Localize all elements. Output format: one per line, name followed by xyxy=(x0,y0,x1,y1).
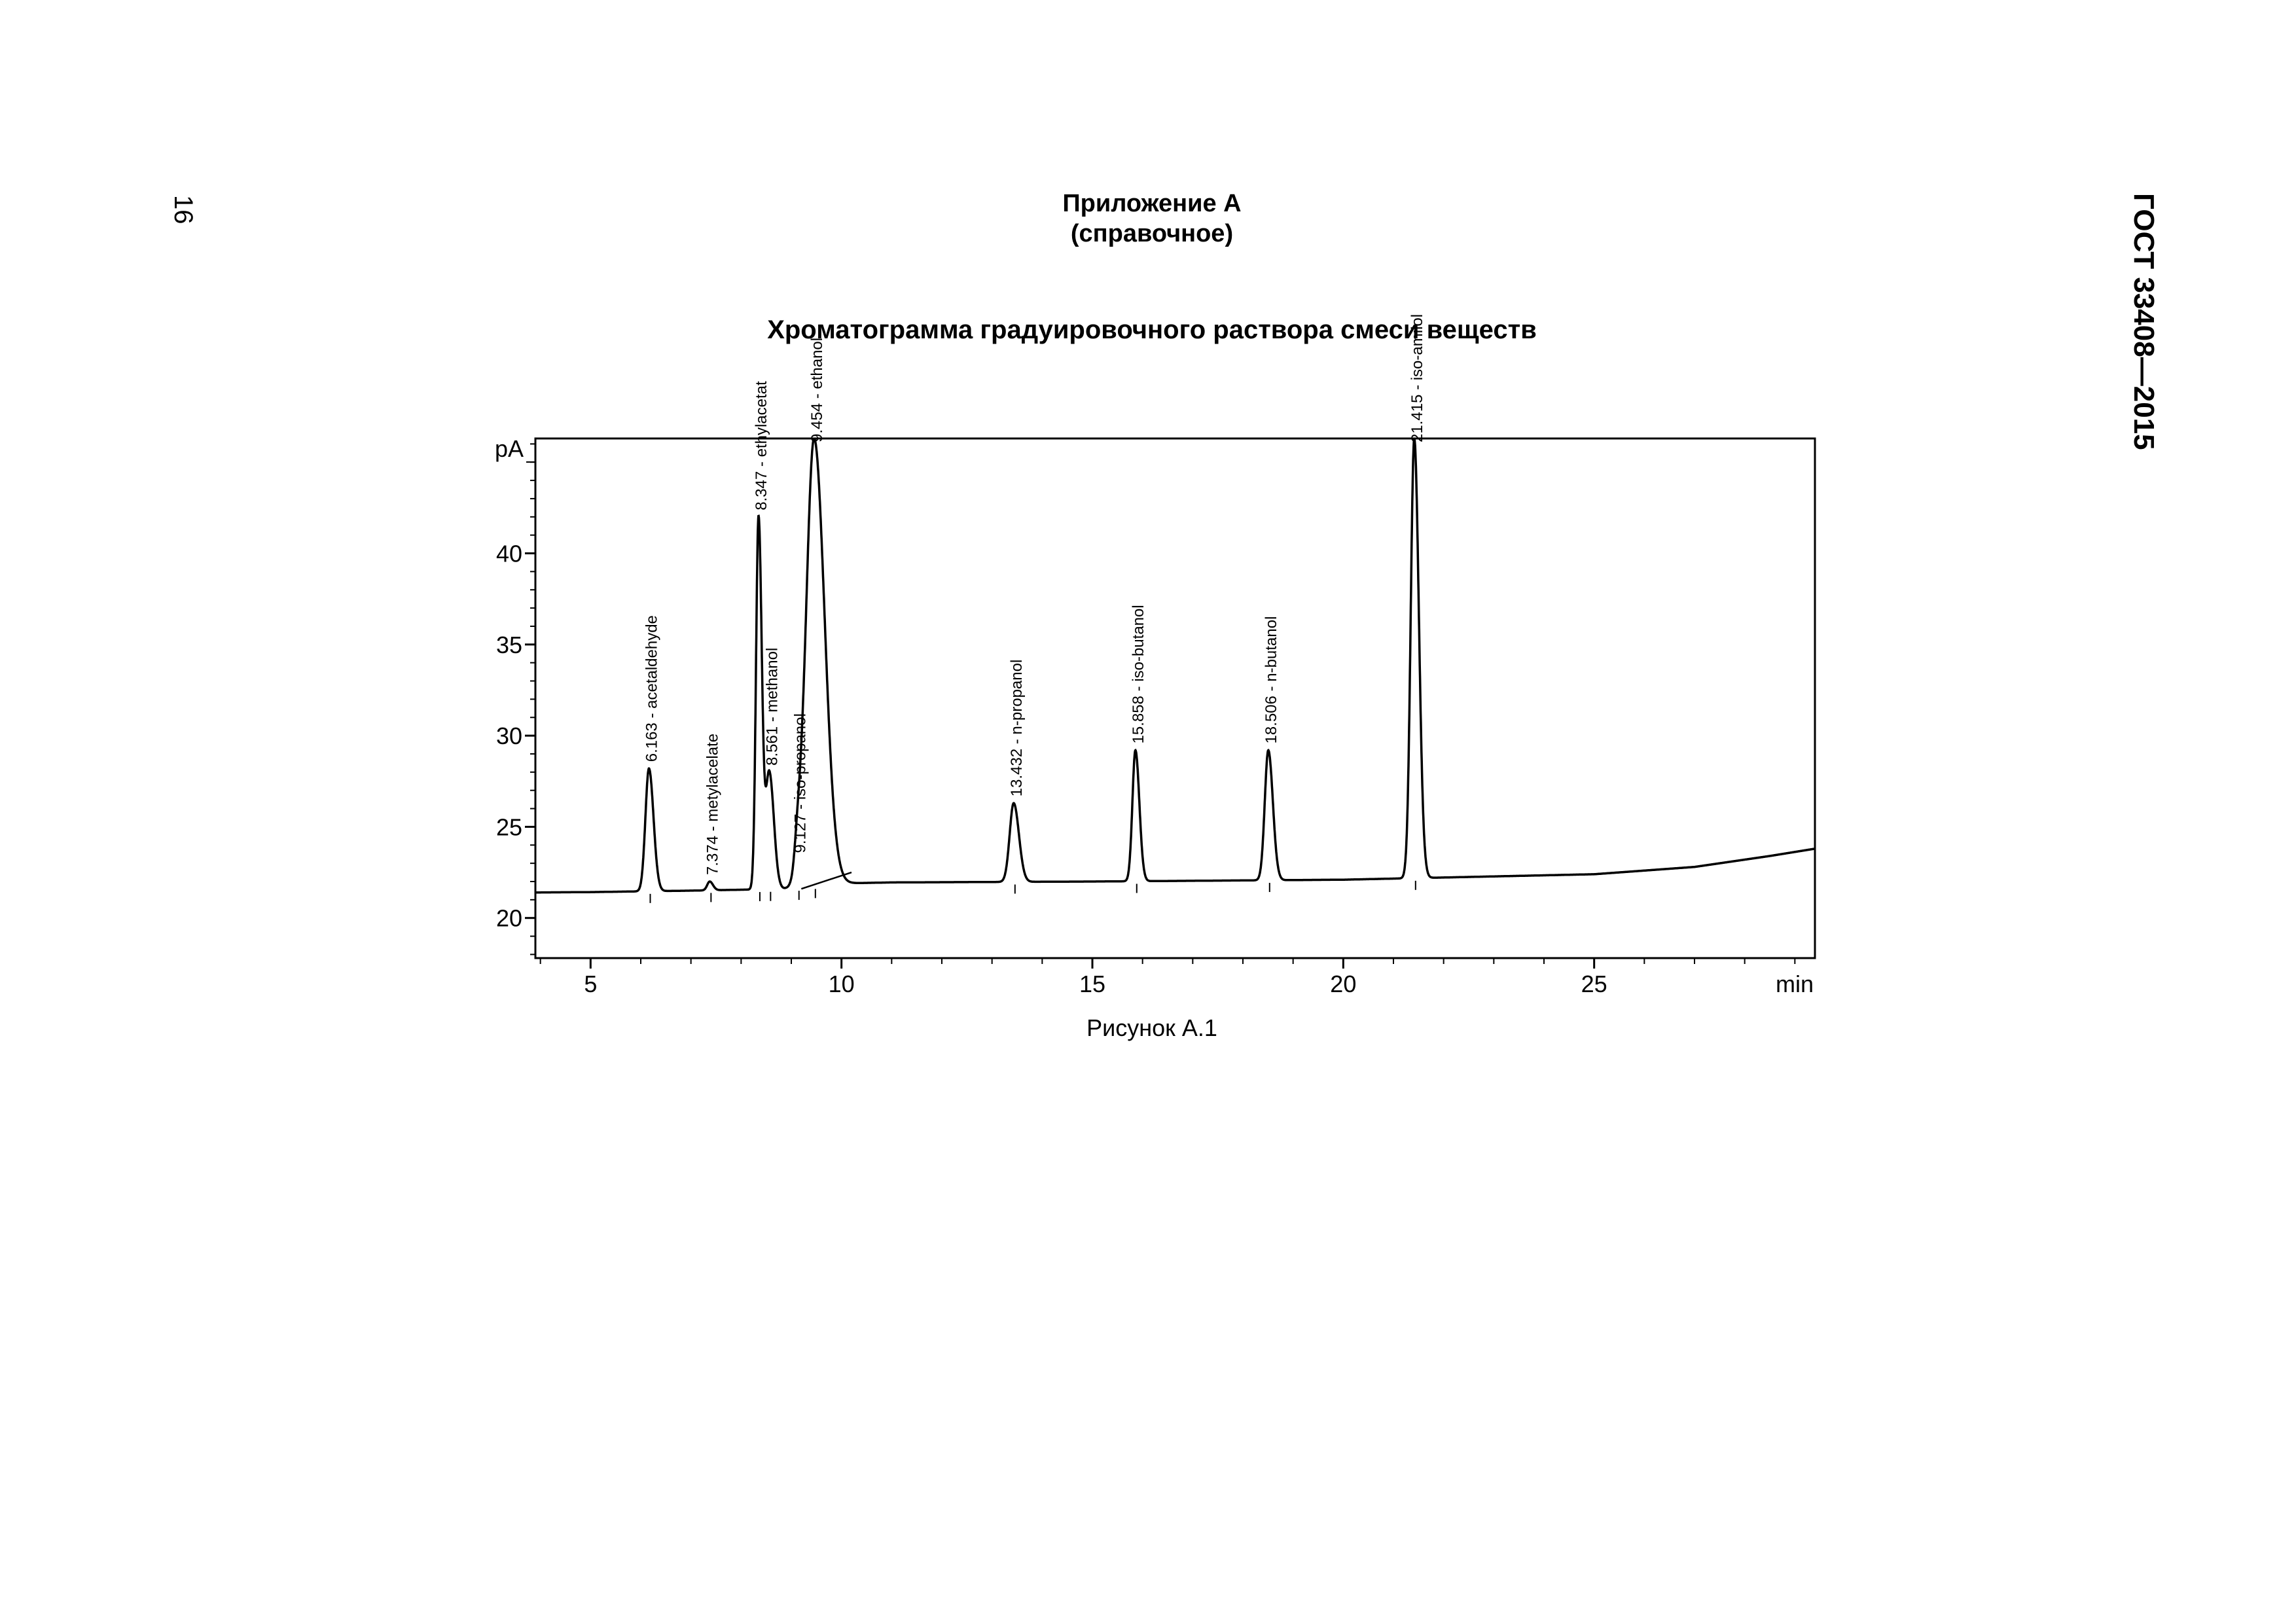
y-tick-label: 35 xyxy=(495,631,522,658)
peak-label-ethylacetat: 8.347 - ethylacetat xyxy=(752,381,770,510)
peak-label-n-propanol: 13.432 - n-propanol xyxy=(1007,659,1026,797)
peak-label-ethanol: 9.454 - ethanol xyxy=(808,337,826,442)
y-tick-label: 40 xyxy=(495,540,522,567)
page-number: 16 xyxy=(169,195,198,224)
peak-label-methanol: 8.561 - methanol xyxy=(763,647,781,766)
integration-baseline xyxy=(801,872,852,889)
peak-label-acetaldehyde: 6.163 - acetaldehyde xyxy=(643,615,661,762)
peak-label-iso-amilol: 21.415 - iso-amilol xyxy=(1408,313,1426,442)
y-tick-label: 20 xyxy=(495,904,522,932)
peak-label-metylacelate: 7.374 - metylacelate xyxy=(704,733,722,875)
peak-label-n-butanol: 18.506 - n-butanol xyxy=(1262,616,1280,744)
x-tick-label: 10 xyxy=(828,971,855,997)
y-axis-label: pA xyxy=(495,435,524,462)
appendix-subtitle: (справочное) xyxy=(1070,220,1234,247)
figure-caption: Рисунок А.1 xyxy=(1086,1014,1217,1041)
x-tick-label: 25 xyxy=(1581,971,1607,997)
standard-id: ГОСТ 33408—2015 xyxy=(2128,193,2160,450)
signal-trace xyxy=(535,438,1815,893)
x-tick-label: 15 xyxy=(1079,971,1106,997)
appendix-title: Приложение А xyxy=(1062,190,1242,217)
x-tick-label: 5 xyxy=(584,971,598,997)
peak-label-iso-butanol: 15.858 - iso-butanol xyxy=(1129,605,1147,744)
y-tick-label: 30 xyxy=(495,722,522,750)
y-tick-label: 25 xyxy=(495,813,522,841)
peak-label-iso-propanol: 9.127 - iso-propanol xyxy=(791,713,810,853)
x-axis-label: min xyxy=(1775,971,1814,997)
chart-title: Хроматограмма градуировочного раствора смеси веществ xyxy=(767,315,1537,344)
x-tick-label: 20 xyxy=(1330,971,1357,997)
